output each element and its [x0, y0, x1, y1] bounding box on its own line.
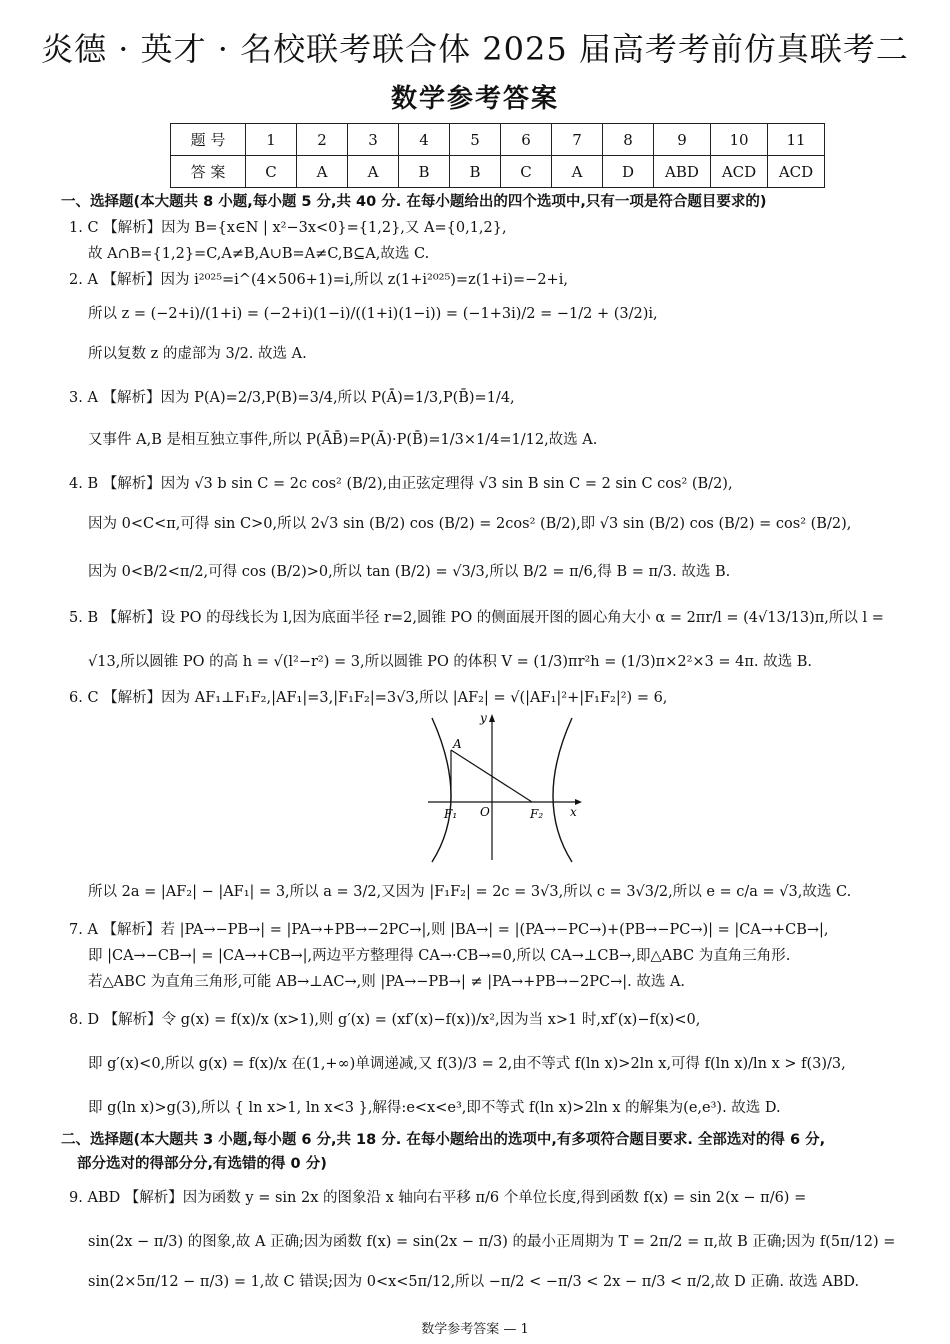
question-number: 9 [654, 124, 711, 156]
solution-line: sin(2x − π/3) 的图象,故 A 正确;因为函数 f(x) = sin(2x − π/3) 的最小正周期为 T = 2π/2 = π,故 B 正确;因为 f(5π/12) = [88, 1234, 896, 1250]
solution-line: 所以 2a = |AF₂| − |AF₁| = 3,所以 a = 3/2,又因为 |F₁F₂| = 2c = 3√3,所以 c = 3√3/2,所以 e = c/a = √3,故选 C. [88, 884, 852, 900]
answer-cell: ABD [654, 156, 711, 188]
answer-cell: A [297, 156, 348, 188]
solution-line: 即 g(ln x)>g(3),所以 { ln x>1, ln x<3 },解得:e<x<e³,即不等式 f(ln x)>2ln x 的解集为(e,e³). 故选 D. [88, 1100, 781, 1116]
question-number: 4 [399, 124, 450, 156]
solution-line: 2. A 【解析】因为 i²⁰²⁵=i^(4×506+1)=i,所以 z(1+i²⁰²⁵)=z(1+i)=−2+i, [69, 272, 568, 288]
question-number: 6 [501, 124, 552, 156]
page-title: 炎德 · 英才 · 名校联考联合体 2025 届高考考前仿真联考二 [41, 30, 909, 68]
answer-table [170, 123, 825, 188]
answer-cell: B [399, 156, 450, 188]
solution-line: 7. A 【解析】若 |PA→−PB→| = |PA→+PB→−2PC→|,则 |BA→| = |(PA→−PC→)+(PB→−PC→)| = |CA→+CB→|, [69, 922, 829, 938]
solution-line: 因为 0<C<π,可得 sin C>0,所以 2√3 sin (B/2) cos (B/2) = 2cos² (B/2),即 √3 sin (B/2) cos (B/2) = cos² (B/2), [88, 516, 852, 532]
label-a: A [453, 737, 462, 751]
question-number: 5 [450, 124, 501, 156]
y-axis-arrow [489, 714, 495, 722]
solution-line: 所以 z = (−2+i)/(1+i) = (−2+i)(1−i)/((1+i)(1−i)) = (−1+3i)/2 = −1/2 + (3/2)i, [88, 306, 658, 322]
question-number: 10 [711, 124, 768, 156]
answer-cell: ACD [711, 156, 768, 188]
answer-cell: A [552, 156, 603, 188]
hyperbola-figure [420, 712, 590, 864]
section-heading: 二、选择题(本大题共 3 小题,每小题 6 分,共 18 分. 在每小题给出的选项中,有多项符合题目要求. 全部选对的得 6 分, [61, 1132, 826, 1148]
label-f2: F₂ [530, 807, 544, 821]
row-label: 答 案 [171, 156, 246, 188]
row-label: 题 号 [171, 124, 246, 156]
question-number: 8 [603, 124, 654, 156]
answer-cell: C [501, 156, 552, 188]
label-x: x [570, 805, 577, 819]
solution-line: 8. D 【解析】令 g(x) = f(x)/x (x>1),则 g′(x) = (xf′(x)−f(x))/x²,因为当 x>1 时,xf′(x)−f(x)<0, [69, 1012, 701, 1028]
hyperbola-right-branch [553, 718, 572, 862]
table-row [171, 124, 825, 156]
answer-cell: A [348, 156, 399, 188]
label-o: O [480, 805, 490, 819]
question-number: 2 [297, 124, 348, 156]
question-number: 3 [348, 124, 399, 156]
page-footer: 数学参考答案 — 1 [421, 1322, 529, 1337]
question-number: 1 [246, 124, 297, 156]
solution-line: 所以复数 z 的虚部为 3/2. 故选 A. [88, 346, 307, 362]
solution-line: 若△ABC 为直角三角形,可能 AB→⊥AC→,则 |PA→−PB→| ≠ |PA→+PB→−2PC→|. 故选 A. [88, 974, 686, 990]
answer-cell: B [450, 156, 501, 188]
answer-cell: ACD [768, 156, 825, 188]
solution-line: 4. B 【解析】因为 √3 b sin C = 2c cos² (B/2),由正弦定理得 √3 sin B sin C = 2 sin C cos² (B/2), [69, 476, 733, 492]
answer-cell: D [603, 156, 654, 188]
table-row [171, 156, 825, 188]
solution-line: 故 A∩B={1,2}=C,A≠B,A∪B=A≠C,B⊆A,故选 C. [88, 246, 430, 262]
section-heading: 一、选择题(本大题共 8 小题,每小题 5 分,共 40 分. 在每小题给出的四个选项中,只有一项是符合题目要求的) [61, 194, 767, 210]
solution-line: 即 |CA→−CB→| = |CA→+CB→|,两边平方整理得 CA→·CB→=0,所以 CA→⊥CB→,即△ABC 为直角三角形. [88, 948, 791, 964]
solution-line: 1. C 【解析】因为 B={x∈N | x²−3x<0}={1,2},又 A={0,1,2}, [69, 220, 507, 236]
question-number: 7 [552, 124, 603, 156]
label-f1: F₁ [444, 807, 458, 821]
question-number: 11 [768, 124, 825, 156]
answer-cell: C [246, 156, 297, 188]
solution-line: sin(2×5π/12 − π/3) = 1,故 C 错误;因为 0<x<5π/12,所以 −π/2 < −π/3 < 2x − π/3 < π/2,故 D 正确. 故选 ABD. [88, 1274, 860, 1290]
solution-line: 因为 0<B/2<π/2,可得 cos (B/2)>0,所以 tan (B/2) = √3/3,所以 B/2 = π/6,得 B = π/3. 故选 B. [88, 564, 731, 580]
solution-line: 6. C 【解析】因为 AF₁⊥F₁F₂,|AF₁|=3,|F₁F₂|=3√3,所以 |AF₂| = √(|AF₁|²+|F₁F₂|²) = 6, [69, 690, 668, 706]
solution-line: 5. B 【解析】设 PO 的母线长为 l,因为底面半径 r=2,圆锥 PO 的侧面展开图的圆心角大小 α = 2πr/l = (4√13/13)π,所以 l = [69, 610, 884, 626]
section-heading: 部分选对的得部分分,有选错的得 0 分) [77, 1156, 327, 1172]
label-y: y [480, 712, 487, 725]
solution-line: 3. A 【解析】因为 P(A)=2/3,P(B)=3/4,所以 P(Ā)=1/3,P(B̄)=1/4, [69, 390, 515, 406]
page-subtitle: 数学参考答案 [390, 84, 559, 114]
solution-line: 即 g′(x)<0,所以 g(x) = f(x)/x 在(1,+∞)单调递减,又 f(3)/3 = 2,由不等式 f(ln x)>2ln x,可得 f(ln x)/ln x > f(3)/3, [88, 1056, 846, 1072]
solution-line: 9. ABD 【解析】因为函数 y = sin 2x 的图象沿 x 轴向右平移 π/6 个单位长度,得到函数 f(x) = sin 2(x − π/6) = [69, 1190, 807, 1206]
hyperbola-left-branch [432, 718, 451, 862]
solution-line: 又事件 A,B 是相互独立事件,所以 P(ĀB̄)=P(Ā)·P(B̄)=1/3×1/4=1/12,故选 A. [88, 432, 598, 448]
solution-line: √13,所以圆锥 PO 的高 h = √(l²−r²) = 3,所以圆锥 PO 的体积 V = (1/3)πr²h = (1/3)π×2²×3 = 4π. 故选 B. [88, 654, 812, 670]
